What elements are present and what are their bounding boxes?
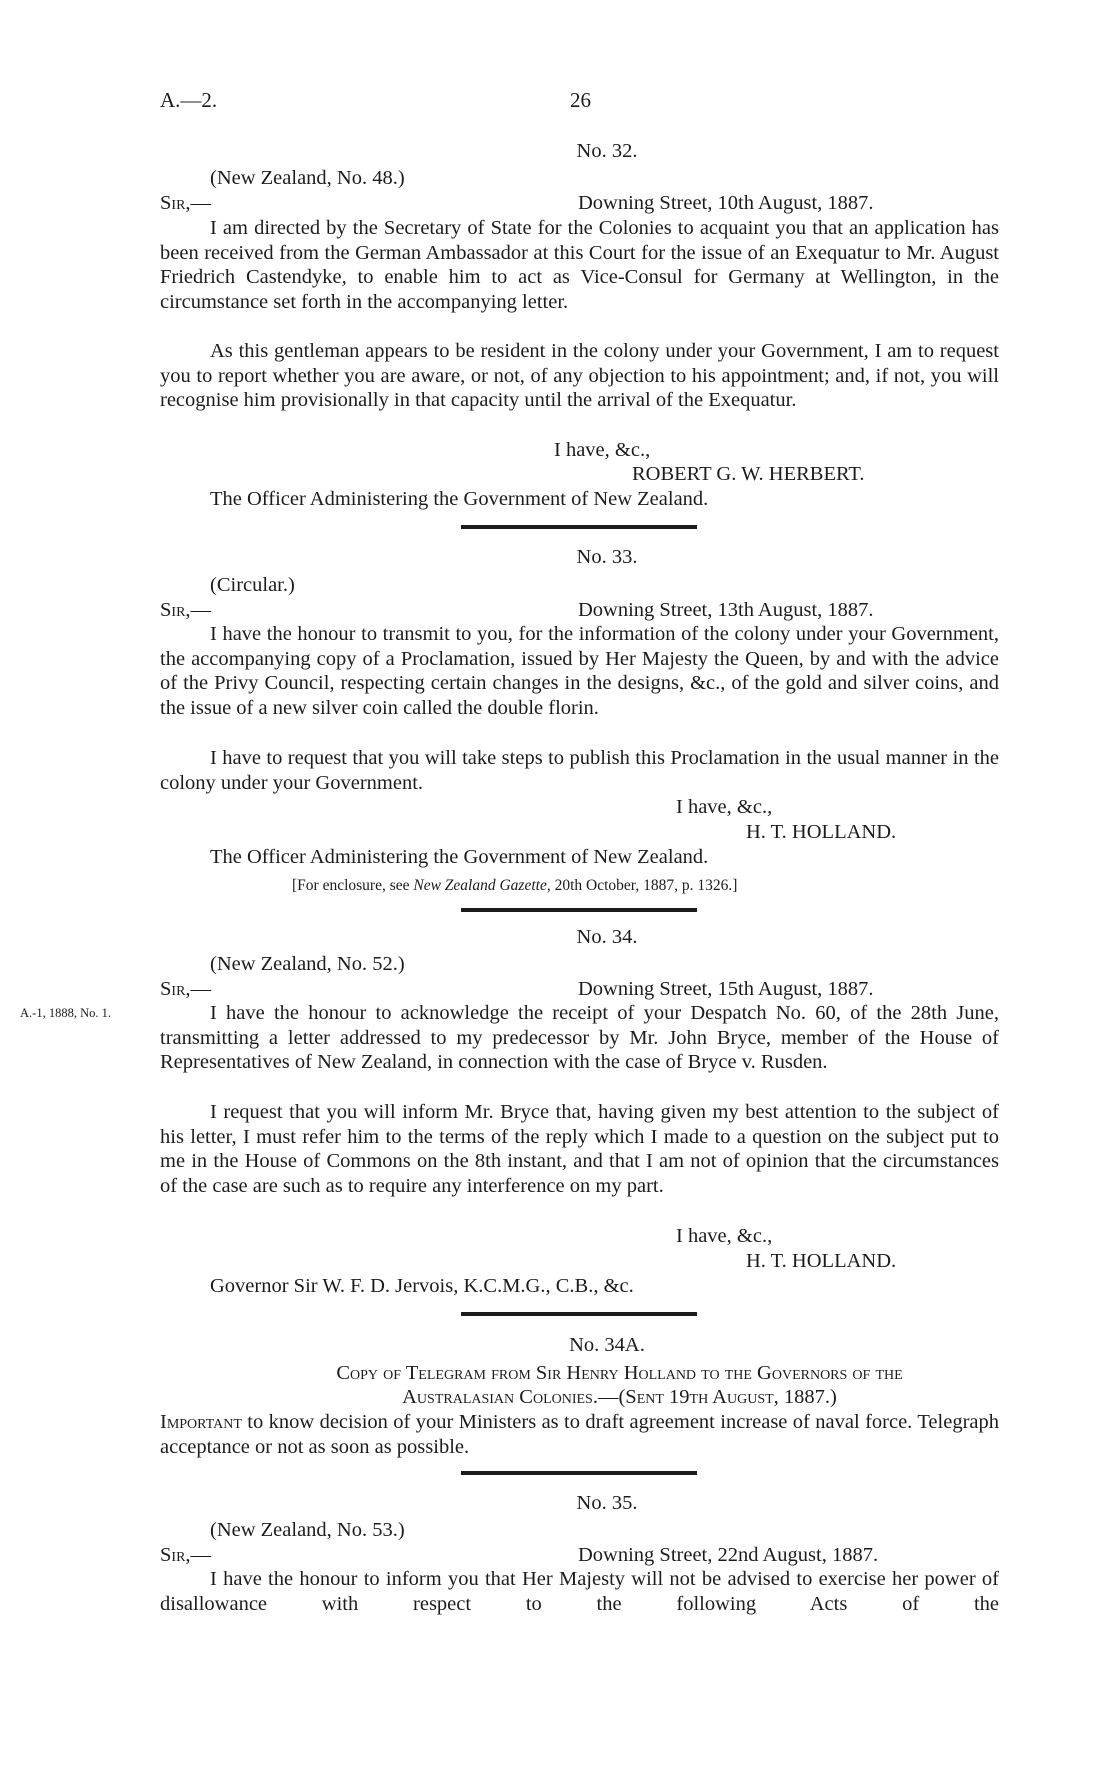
margin-note: A.-1, 1888, No. 1. [20, 1006, 111, 1020]
place-date: Downing Street, 15th August, 1887. [578, 978, 874, 1000]
salutation: Sir,— [160, 192, 212, 214]
letter-number: No. 35. [576, 1492, 638, 1514]
section-divider [461, 1312, 697, 1316]
section-divider [461, 1471, 697, 1475]
enclosure-note: [For enclosure, see New Zealand Gazette, 20th October, 1887, p. 1326.] [292, 877, 738, 894]
letter-number: No. 34. [576, 926, 638, 948]
section-divider [461, 908, 697, 912]
letter-reference: (Circular.) [210, 574, 295, 596]
signature: H. T. HOLLAND. [746, 1250, 897, 1272]
salutation: Sir,— [160, 978, 212, 1000]
place-date: Downing Street, 10th August, 1887. [578, 192, 874, 214]
letter-reference: (New Zealand, No. 52.) [210, 953, 405, 975]
addressee: The Officer Administering the Government of New Zealand. [210, 488, 709, 510]
telegram-title: Australasian Colonies.—(Sent 19th August, 1887.) [402, 1386, 837, 1408]
document-reference: A.—2. [160, 88, 218, 112]
addressee: The Officer Administering the Government of New Zealand. [210, 846, 709, 868]
addressee: Governor Sir W. F. D. Jervois, K.C.M.G., C.B., &c. [210, 1275, 634, 1297]
salutation: Sir,— [160, 599, 212, 621]
paragraph: I have to request that you will take steps to publish this Proclamation in the usual manner in the colony under your Government. [160, 747, 999, 794]
signature: H. T. HOLLAND. [746, 821, 897, 843]
paragraph: As this gentleman appears to be resident in the colony under your Government, I am to request you to report whether you are aware, or not, of any objection to his appointment; and, if not, you will recognise him provisionally in that capacity until the arrival of the Exequatur. [160, 340, 999, 412]
telegram-number: No. 34A. [569, 1334, 645, 1356]
closing: I have, &c., [676, 1225, 773, 1247]
place-date: Downing Street, 22nd August, 1887. [578, 1544, 879, 1566]
place-date: Downing Street, 13th August, 1887. [578, 599, 874, 621]
section-divider [461, 525, 697, 529]
paragraph: I am directed by the Secretary of State for the Colonies to acquaint you that an application has been received from the German Ambassador at this Court for the issue of an Exequatur to Mr. August Friedrich Castendyke, to enable him to act as Vice-Consul for Germany at Wellington, in the circumstance set forth in the accompanying letter. [160, 217, 999, 313]
telegram-body: Important to know decision of your Ministers as to draft agreement increase of naval force. Telegraph acceptance or not as soon as possible. [160, 1411, 999, 1458]
letter-number: No. 32. [576, 140, 638, 162]
closing: I have, &c., [676, 796, 773, 818]
closing: I have, &c., [554, 439, 651, 461]
letter-number: No. 33. [576, 546, 638, 568]
telegram-title: Copy of Telegram from Sir Henry Holland to the Governors of the [336, 1362, 903, 1384]
salutation: Sir,— [160, 1544, 212, 1566]
letter-reference: (New Zealand, No. 53.) [210, 1519, 405, 1541]
letter-reference: (New Zealand, No. 48.) [210, 167, 405, 189]
signature: ROBERT G. W. HERBERT. [632, 463, 865, 485]
paragraph: I have the honour to inform you that Her Majesty will not be advised to exercise her power of disallowance with respect to the following Acts of the [160, 1568, 999, 1615]
paragraph: I have the honour to transmit to you, for the information of the colony under your Government, the accompanying copy of a Proclamation, issued by Her Majesty the Queen, by and with the advice of the Privy Council, respecting certain changes in the designs, &c., of the gold and silver coins, and the issue of a new silver coin called the double florin. [160, 623, 999, 719]
paragraph: I request that you will inform Mr. Bryce that, having given my best attention to the subject of his letter, I must refer him to the terms of the reply which I made to a question on the subject put to me in the House of Commons on the 8th instant, and that I am not of opinion that the circumstances of the case are such as to require any interference on my part. [160, 1101, 999, 1197]
page-number: 26 [570, 88, 591, 112]
paragraph: I have the honour to acknowledge the receipt of your Despatch No. 60, of the 28th June, transmitting a letter addressed to my predecessor by Mr. John Bryce, member of the House of Representatives of New Zealand, in connection with the case of Bryce v. Rusden. [160, 1002, 999, 1074]
